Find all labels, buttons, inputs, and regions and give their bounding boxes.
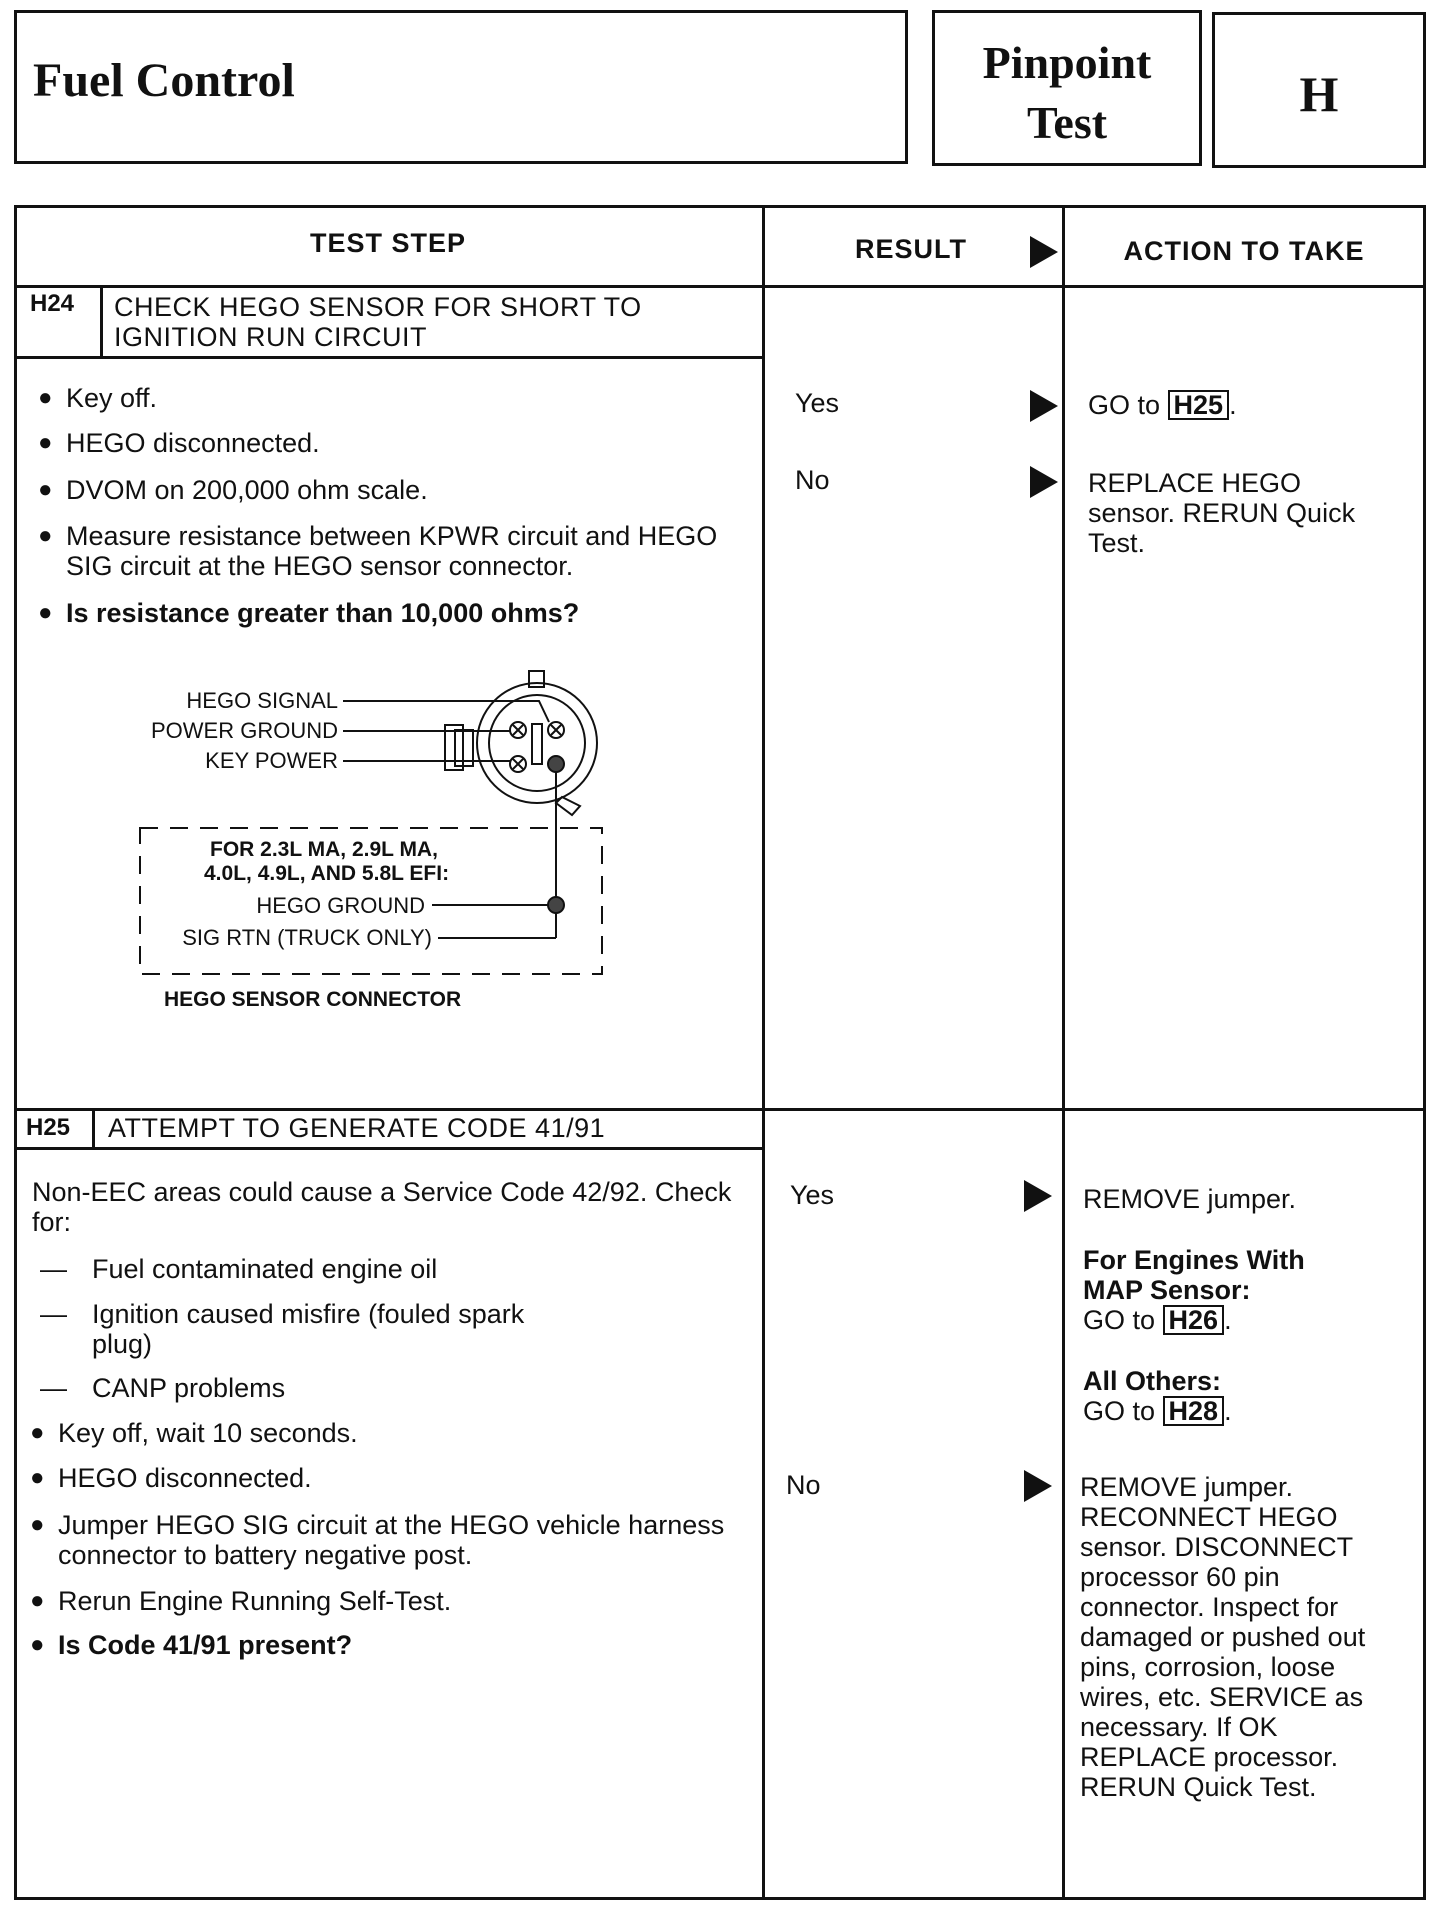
arrow-icon — [1024, 1180, 1052, 1212]
bullet-icon: ● — [38, 522, 53, 549]
h25-item: ● Key off, wait 10 seconds. — [30, 1418, 358, 1448]
bullet-icon: ● — [38, 476, 53, 503]
h25-question: ● Is Code 41/91 present? — [30, 1630, 353, 1660]
h25-map-heading: For Engines With MAP Sensor: — [1083, 1245, 1305, 1305]
h25-item: ● Jumper HEGO SIG circuit at the HEGO vehicle harness connector to battery negative post. — [30, 1510, 725, 1570]
h25-intro: Non-EEC areas could cause a Service Code 42/92. Check for: — [32, 1177, 732, 1237]
test-type: Pinpoint Test — [982, 37, 1152, 148]
diagram-note-line2: 4.0L, 4.9L, AND 5.8L EFI: — [204, 862, 450, 885]
bullet-icon: ● — [30, 1511, 45, 1538]
h24-result-yes: Yes — [795, 388, 840, 418]
dash-icon: — — [40, 1373, 67, 1403]
h25-check: — Ignition caused misfire (fouled spark plug) — [40, 1299, 525, 1359]
bullet-icon: ● — [30, 1464, 45, 1491]
h25-id-divider — [92, 1108, 95, 1148]
h25-result-no: No — [786, 1470, 821, 1500]
ref-h26[interactable]: H26 — [1163, 1305, 1225, 1335]
h25-title-rule — [14, 1147, 762, 1150]
h25-action-no: REMOVE jumper. RECONNECT HEGO sensor. DISCONNECT processor 60 pin connector. Inspect for damaged or pushed out pins, corrosion, loose wires, etc. SERVICE as necessary. If OK REPLACE processor. RERUN Quick Test. — [1080, 1472, 1366, 1802]
h25-check: — CANP problems — [40, 1373, 286, 1403]
bullet-icon: ● — [30, 1419, 45, 1446]
bullet-icon: ● — [38, 429, 53, 456]
bullet-icon: ● — [30, 1587, 45, 1614]
arrow-icon — [1024, 1470, 1052, 1502]
h25-item: ● HEGO disconnected. — [30, 1463, 312, 1493]
diagram-label-power-ground: POWER GROUND — [151, 718, 338, 743]
ref-h25[interactable]: H25 — [1168, 390, 1230, 420]
test-letter: H — [1299, 66, 1339, 122]
h25-item: ● Rerun Engine Running Self-Test. — [30, 1586, 452, 1616]
h24-result-no: No — [795, 465, 830, 495]
arrow-icon — [1030, 390, 1058, 422]
h25-top-rule — [14, 1108, 1426, 1111]
test-letter-box — [1212, 12, 1426, 168]
bullet-icon: ● — [38, 384, 53, 411]
diagram-label-hego-ground: HEGO GROUND — [256, 893, 425, 918]
test-type-box — [932, 10, 1202, 166]
step-id-h24: H24 — [30, 290, 75, 317]
bullet-icon: ● — [30, 1631, 45, 1658]
divider-action — [1062, 205, 1065, 1900]
column-header-action: ACTION TO TAKE — [1123, 236, 1365, 266]
diagram-label-sig-rtn: SIG RTN (TRUCK ONLY) — [182, 925, 432, 950]
diagram-label-hego-signal: HEGO SIGNAL — [186, 688, 338, 713]
bullet-icon: ● — [38, 599, 53, 626]
h24-item: ● Key off. — [38, 383, 158, 413]
dash-icon: — — [40, 1299, 67, 1329]
h24-item: ● HEGO disconnected. — [38, 428, 320, 458]
h24-item: ● DVOM on 200,000 ohm scale. — [38, 475, 428, 505]
step-title-h25: ATTEMPT TO GENERATE CODE 41/91 — [108, 1113, 606, 1143]
h25-map-action: GO to H26 . — [1083, 1305, 1232, 1335]
step-title-h24: CHECK HEGO SENSOR FOR SHORT TO IGNITION RUN CIRCUIT — [114, 292, 642, 352]
h24-action-no: REPLACE HEGO sensor. RERUN Quick Test. — [1088, 468, 1356, 558]
h25-result-yes: Yes — [790, 1180, 835, 1210]
h24-question: ● Is resistance greater than 10,000 ohms? — [38, 598, 580, 628]
result-arrow-icon — [1030, 236, 1058, 268]
step-id-h25: H25 — [26, 1114, 71, 1141]
diagram-label-key-power: KEY POWER — [205, 748, 338, 773]
arrow-icon — [1030, 466, 1058, 498]
ref-h28[interactable]: H28 — [1163, 1396, 1225, 1426]
dash-icon: — — [40, 1254, 67, 1284]
diagram-note-line1: FOR 2.3L MA, 2.9L MA, — [210, 838, 438, 861]
h24-action-yes: GO to H25 . — [1088, 390, 1237, 420]
section-title: Fuel Control — [33, 54, 295, 107]
h24-item: ● Measure resistance between KPWR circuit and HEGO SIG circuit at the HEGO sensor connector. — [38, 521, 718, 581]
h25-others-heading: All Others: — [1083, 1366, 1222, 1396]
diagram-caption: HEGO SENSOR CONNECTOR — [164, 988, 462, 1011]
column-header-result: RESULT — [855, 234, 967, 264]
h25-action-remove: REMOVE jumper. — [1083, 1184, 1297, 1214]
h25-check: — Fuel contaminated engine oil — [40, 1254, 438, 1284]
h25-others-action: GO to H28 . — [1083, 1396, 1232, 1426]
column-header-test-step: TEST STEP — [309, 228, 467, 258]
